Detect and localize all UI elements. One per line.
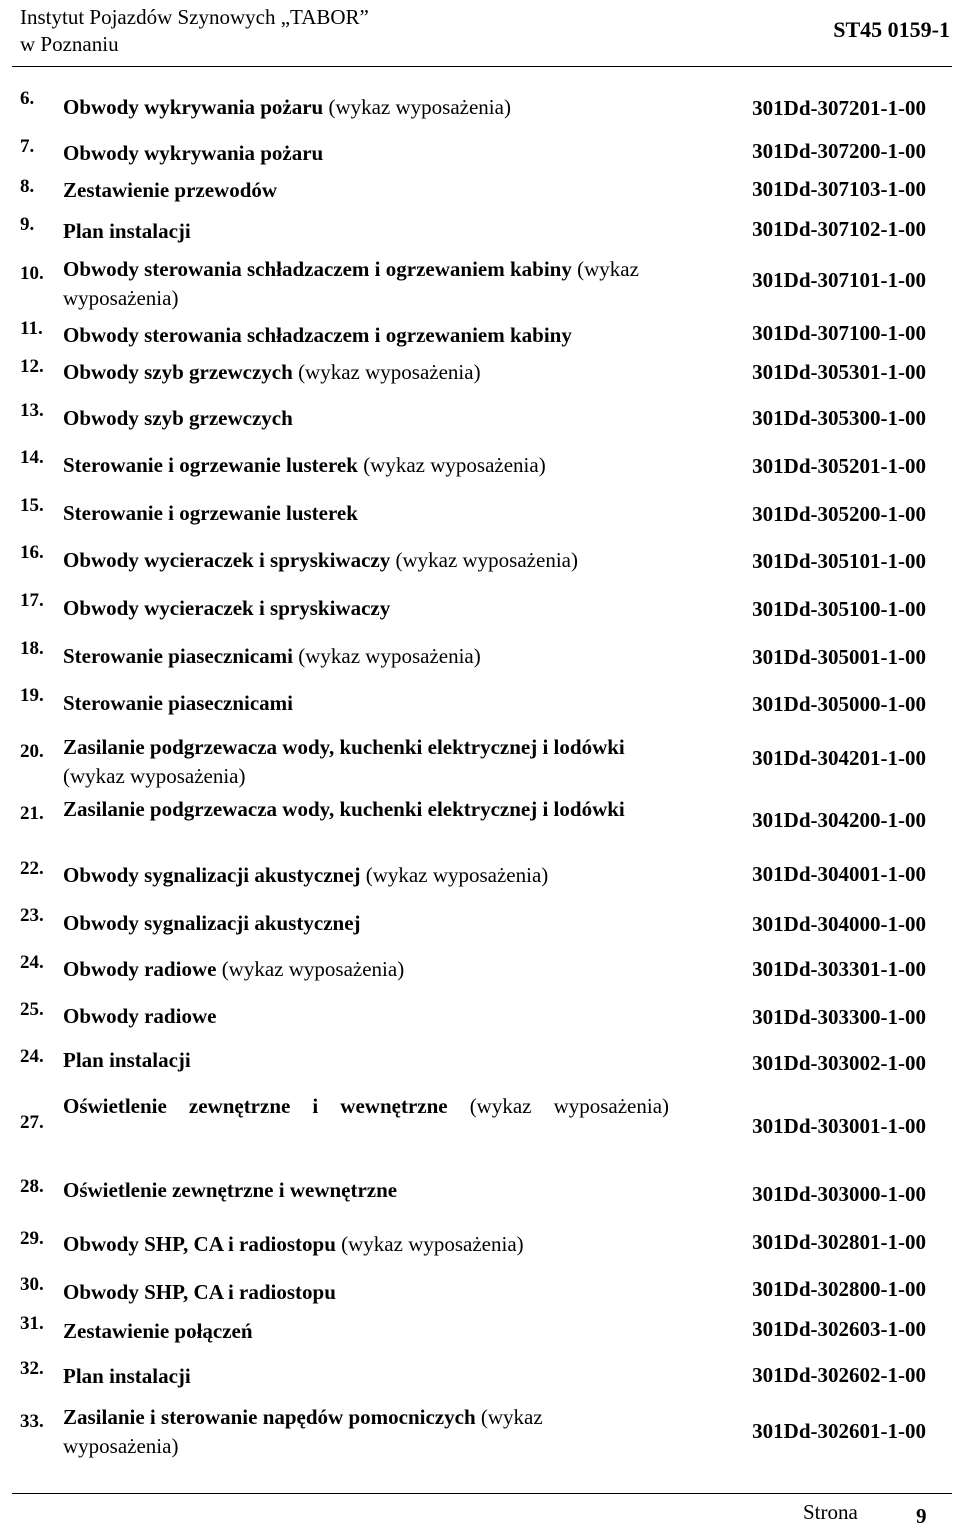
entry-title-block [63,451,546,480]
entry-title-block [63,1317,253,1346]
entry-title: Zasilanie i sterowanie napędów pomocniczych [63,1405,476,1429]
entry-note: (wykaz wyposażenia) [298,644,481,668]
entry-number: 27. [20,1112,44,1133]
entry-number: 19. [20,685,44,706]
document-id: ST45 0159-1 [833,17,950,42]
entry-code: 301Dd-302800-1-00 [752,1277,926,1301]
entry-code: 301Dd-305201-1-00 [752,454,926,478]
entry-title-block [63,955,404,984]
entry-title-block [63,1230,524,1259]
entry-number: 21. [20,803,44,824]
page-number: 9 [916,1504,927,1528]
entry-title: Obwody szyb grzewczych [63,406,293,430]
institute-line-2: w Poznaniu [20,32,119,56]
entry-number: 13. [20,400,44,421]
entry-note: (wykaz wyposażenia) [221,957,405,981]
entry-code: 301Dd-303300-1-00 [752,1005,926,1029]
entry-note: (wykaz wyposażenia) [328,95,511,119]
entry-code: 301Dd-305101-1-00 [752,549,926,573]
entry-code: 301Dd-305300-1-00 [752,406,926,430]
entry-title-block [63,909,361,938]
entry-code: 301Dd-307100-1-00 [752,321,926,345]
entry-title: Sterowanie piasecznicami [63,691,293,715]
entry-title: Sterowanie i ogrzewanie lusterek [63,501,358,525]
entry-title-block [63,1046,191,1075]
entry-title-block [63,217,191,246]
entry-note: (wykaz wyposażenia) [63,764,246,788]
entry-number: 16. [20,542,44,563]
entry-title-block [63,594,390,623]
entry-title-block [63,689,293,718]
entry-number: 12. [20,356,44,377]
entry-number: 14. [20,447,44,468]
entry-code: 301Dd-305100-1-00 [752,597,926,621]
entry-code: 301Dd-307200-1-00 [752,139,926,163]
entry-title: Obwody sterowania schładzaczem i ogrzewaniem kabiny [63,257,572,281]
entry-title-block [63,404,293,433]
page-header [0,0,960,68]
entry-number: 18. [20,638,44,659]
institute-name [20,4,369,58]
entry-number: 24. [20,1046,44,1067]
entry-code: 301Dd-302602-1-00 [752,1363,926,1387]
entry-title-block [63,1092,669,1121]
entry-title: Obwody sygnalizacji akustycznej [63,911,361,935]
entry-code: 301Dd-305000-1-00 [752,692,926,716]
entry-title: Plan instalacji [63,219,191,243]
entry-code: 301Dd-303002-1-00 [752,1051,926,1075]
entry-number: 25. [20,999,44,1020]
entry-number: 20. [20,741,44,762]
entry-note: (wykaz wyposażenia) [363,453,546,477]
entry-title-block [63,1176,397,1205]
entry-number: 17. [20,590,44,611]
entry-number: 23. [20,905,44,926]
entry-code: 301Dd-305301-1-00 [752,360,926,384]
entry-title-block [63,1002,216,1031]
entry-title-block [63,499,358,528]
entry-title-block [63,861,548,890]
entry-number: 11. [20,318,43,339]
entry-title-block [63,139,323,168]
header-divider [12,66,952,67]
footer-divider [12,1493,952,1494]
entry-code: 301Dd-307201-1-00 [752,96,926,120]
entry-title: Oświetlenie zewnętrzne i wewnętrzne [63,1094,448,1118]
entry-title: Obwody wykrywania pożaru [63,141,324,165]
entry-title: Zestawienie przewodów [63,178,278,202]
entry-number: 9. [20,214,35,235]
entry-code: 301Dd-303301-1-00 [752,957,926,981]
entry-code: 301Dd-304200-1-00 [752,808,926,832]
entry-title-block [63,93,511,122]
entry-title-block [63,321,572,350]
entry-number: 30. [20,1274,44,1295]
entry-code: 301Dd-303000-1-00 [752,1182,926,1206]
entry-title-block [63,1403,643,1461]
entry-title: Obwody wykrywania pożaru [63,95,324,119]
entry-title: Obwody SHP, CA i radiostopu [63,1280,336,1304]
entry-title: Zasilanie podgrzewacza wody, kuchenki elektrycznej i lodówki [63,735,625,759]
entry-title: Oświetlenie zewnętrzne i wewnętrzne [63,1178,398,1202]
entry-title-block [63,176,277,205]
entry-title: Obwody wycieraczek i spryskiwaczy [63,596,391,620]
entry-title-block [63,1362,191,1391]
entry-title: Obwody sterowania schładzaczem i ogrzewaniem kabiny [63,323,572,347]
entry-title: Obwody radiowe [63,1004,217,1028]
entry-title-block [63,546,578,575]
entry-code: 301Dd-307102-1-00 [752,217,926,241]
entry-number: 31. [20,1313,44,1334]
entry-code: 301Dd-302603-1-00 [752,1317,926,1341]
entry-note: (wykaz wyposażenia) [341,1232,524,1256]
entry-title-block [63,733,643,791]
entry-title-block [63,1278,336,1307]
entry-code: 301Dd-303001-1-00 [752,1114,926,1138]
entry-title: Zestawienie połączeń [63,1319,253,1343]
entry-title-block [63,358,481,387]
entry-code: 301Dd-302601-1-00 [752,1419,926,1443]
entry-title-block [63,795,643,824]
institute-line-1: Instytut Pojazdów Szynowych „TABOR” [20,5,369,29]
entry-note: (wykaz wyposażenia) [469,1094,670,1118]
entry-title: Obwody wycieraczek i spryskiwaczy [63,548,391,572]
entry-title: Plan instalacji [63,1364,191,1388]
entry-number: 29. [20,1228,44,1249]
entry-number: 33. [20,1411,44,1432]
entry-title: Zasilanie podgrzewacza wody, kuchenki elektrycznej i lodówki [63,797,625,821]
entry-code: 301Dd-304001-1-00 [752,862,926,886]
entry-code: 301Dd-305001-1-00 [752,645,926,669]
entry-title: Obwody sygnalizacji akustycznej [63,863,361,887]
entry-number: 15. [20,495,44,516]
entry-number: 24. [20,952,44,973]
entry-title: Obwody szyb grzewczych [63,360,293,384]
entry-code: 301Dd-305200-1-00 [752,502,926,526]
page-label: Strona [803,1500,858,1524]
entry-note: (wykaz wyposażenia) [395,548,578,572]
entry-number: 28. [20,1176,44,1197]
entry-number: 8. [20,176,35,197]
entry-number: 22. [20,858,44,879]
entry-title: Sterowanie piasecznicami [63,644,293,668]
entry-code: 301Dd-302801-1-00 [752,1230,926,1254]
entry-number: 10. [20,263,44,284]
entry-number: 6. [20,88,35,109]
entry-title: Plan instalacji [63,1048,191,1072]
entry-note: (wykaz wyposażenia) [298,360,481,384]
entry-number: 32. [20,1358,44,1379]
entry-title: Sterowanie i ogrzewanie lusterek [63,453,358,477]
entry-title-block [63,642,481,671]
entry-code: 301Dd-307103-1-00 [752,177,926,201]
entry-title: Obwody radiowe [63,957,217,981]
entry-title-block [63,255,673,313]
entry-note: (wykaz wyposażenia) [63,1405,543,1458]
entry-note: (wykaz wyposażenia) [365,863,549,887]
entry-number: 7. [20,136,35,157]
entry-title: Obwody SHP, CA i radiostopu [63,1232,336,1256]
entry-code: 301Dd-304201-1-00 [752,746,926,770]
entry-code: 301Dd-307101-1-00 [752,268,926,292]
entry-code: 301Dd-304000-1-00 [752,912,926,936]
entry-note: (wykaz wyposażenia) [63,257,639,310]
